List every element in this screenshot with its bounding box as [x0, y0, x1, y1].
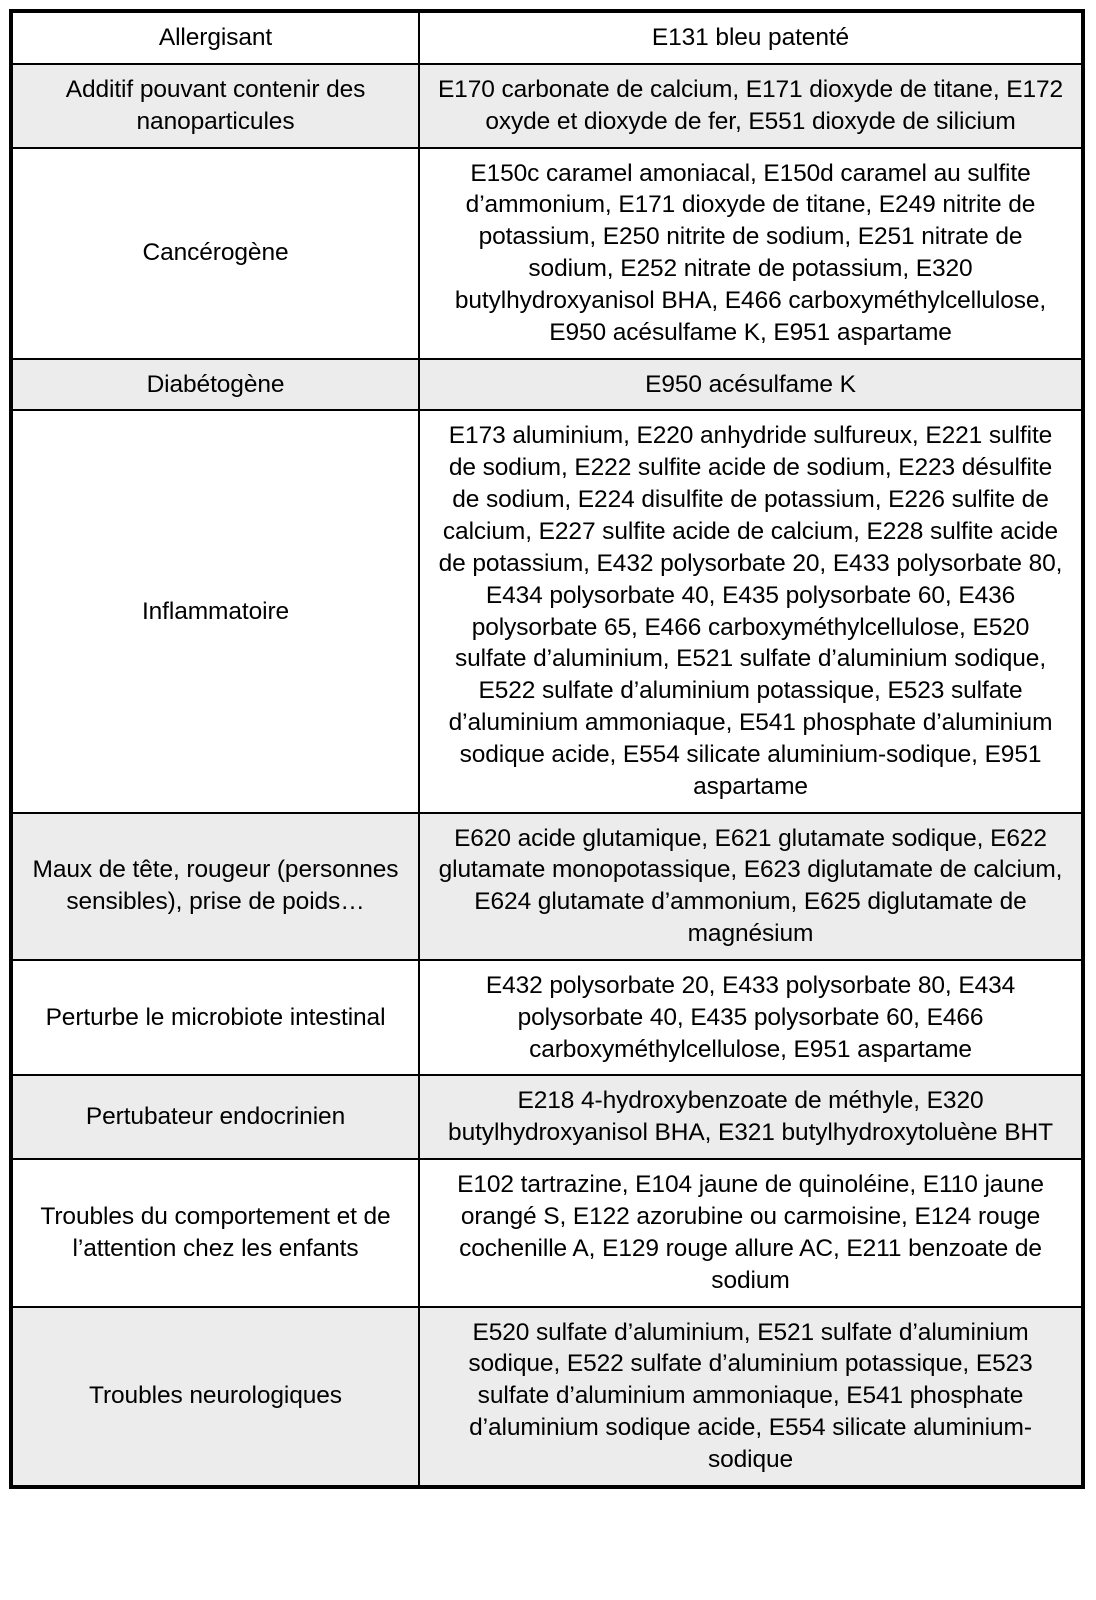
table-row	[11, 359, 1083, 411]
table-header-row	[11, 11, 1083, 64]
cell-additives: E173 aluminium, E220 anhydride sulfureux, E221 sulfite de sodium, E222 sulfite acide de sodium, E223 désulfite de sodium, E224 disulfite de potassium, E226 sulfite de calcium, E227 sulfite acide de calcium, E228 sulfite acide de potassium, E432 polysorbate 20, E433 polysorbate 80, E434 polysorbate 40, E435 polysorbate 60, E436 polysorbate 65, E466 carboxyméthylcellulose, E520 sulfate d’aluminium, E521 sulfate d’aluminium sodique, E522 sulfate d’aluminium potassique, E523 sulfate d’aluminium ammoniaque, E541 phosphate d’aluminium sodique acide, E554 silicate aluminium-sodique, E951 aspartame	[419, 410, 1083, 812]
cell-effect: Additif pouvant contenir des nanoparticules	[11, 64, 419, 148]
column-header-additives: E131 bleu patenté	[419, 11, 1083, 64]
table-row	[11, 1075, 1083, 1159]
cell-additives: E950 acésulfame K	[419, 359, 1083, 411]
cell-effect: Diabétogène	[11, 359, 419, 411]
cell-effect: Cancérogène	[11, 148, 419, 359]
table-row	[11, 410, 1083, 812]
table-row	[11, 813, 1083, 960]
table-row	[11, 960, 1083, 1076]
cell-effect: Troubles du comportement et de l’attention chez les enfants	[11, 1159, 419, 1306]
cell-effect: Inflammatoire	[11, 410, 419, 812]
cell-effect: Troubles neurologiques	[11, 1307, 419, 1487]
cell-additives: E520 sulfate d’aluminium, E521 sulfate d’aluminium sodique, E522 sulfate d’aluminium potassique, E523 sulfate d’aluminium ammoniaque, E541 phosphate d’aluminium sodique acide, E554 silicate aluminium-sodique	[419, 1307, 1083, 1487]
cell-additives: E102 tartrazine, E104 jaune de quinoléine, E110 jaune orangé S, E122 azorubine ou carmoisine, E124 rouge cochenille A, E129 rouge allure AC, E211 benzoate de sodium	[419, 1159, 1083, 1306]
table-row	[11, 148, 1083, 359]
table-row	[11, 64, 1083, 148]
cell-additives: E170 carbonate de calcium, E171 dioxyde de titane, E172 oxyde et dioxyde de fer, E551 dioxyde de silicium	[419, 64, 1083, 148]
column-header-effect: Allergisant	[11, 11, 419, 64]
additives-table	[9, 9, 1085, 1489]
cell-additives: E620 acide glutamique, E621 glutamate sodique, E622 glutamate monopotassique, E623 diglutamate de calcium, E624 glutamate d’ammonium, E625 diglutamate de magnésium	[419, 813, 1083, 960]
cell-effect: Maux de tête, rougeur (personnes sensibles), prise de poids…	[11, 813, 419, 960]
table-body	[11, 11, 1083, 1487]
cell-effect: Pertubateur endocrinien	[11, 1075, 419, 1159]
cell-effect: Perturbe le microbiote intestinal	[11, 960, 419, 1076]
cell-additives: E150c caramel amoniacal, E150d caramel au sulfite d’ammonium, E171 dioxyde de titane, E249 nitrite de potassium, E250 nitrite de sodium, E251 nitrate de sodium, E252 nitrate de potassium, E320 butylhydroxyanisol BHA, E466 carboxyméthylcellulose, E950 acésulfame K, E951 aspartame	[419, 148, 1083, 359]
cell-additives: E218 4-hydroxybenzoate de méthyle, E320 butylhydroxyanisol BHA, E321 butylhydroxytoluène BHT	[419, 1075, 1083, 1159]
table-row	[11, 1307, 1083, 1487]
table-row	[11, 1159, 1083, 1306]
cell-additives: E432 polysorbate 20, E433 polysorbate 80, E434 polysorbate 40, E435 polysorbate 60, E466 carboxyméthylcellulose, E951 aspartame	[419, 960, 1083, 1076]
